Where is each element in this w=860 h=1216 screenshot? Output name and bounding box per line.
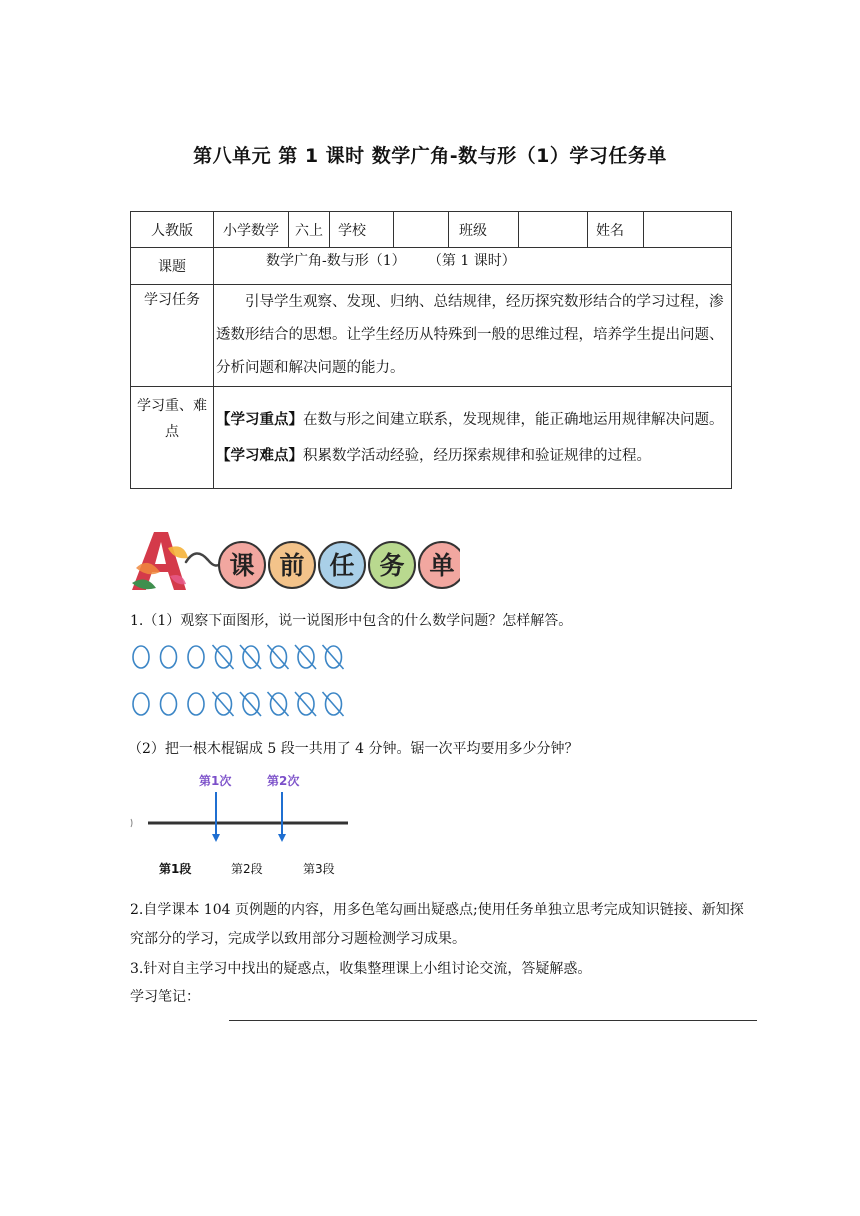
key-point-text: 在数与形之间建立联系，发现规律，能正确地运用规律解决问题。 <box>303 411 724 428</box>
banner-letter-a-icon <box>132 532 188 590</box>
oval <box>188 646 204 668</box>
cell-name-value[interactable] <box>644 212 732 248</box>
difficulty-tag: 【学习难点】 <box>216 446 303 464</box>
cell-class-label: 班级 <box>449 212 519 248</box>
segment-label-1: 第1段 <box>159 862 192 876</box>
difficulty <box>216 438 729 474</box>
cell-subject: 小学数学 <box>214 212 289 248</box>
stick-diagram <box>128 790 358 850</box>
arrow-head-2-icon <box>278 834 286 842</box>
oval <box>161 646 177 668</box>
table-row <box>131 248 732 285</box>
key-point-tag: 【学习重点】 <box>216 410 303 428</box>
banner-char: 任 <box>329 551 355 580</box>
banner-char: 课 <box>229 551 255 580</box>
info-table <box>130 211 732 489</box>
ovals-figure <box>128 642 368 722</box>
question-3: 3.针对自主学习中找出的疑惑点，收集整理课上小组讨论交流，答疑解惑。 <box>130 961 592 977</box>
segment-label-3: 第3段 <box>303 862 335 876</box>
table-row <box>131 212 732 248</box>
banner-chars <box>219 542 460 588</box>
question-2: 2.自学课本 104 页例题的内容，用多色笔勾画出疑惑点;使用任务单独立思考完成知识链接、新知探究部分的学习，完成学以致用部分习题检测学习成果。 <box>130 902 744 947</box>
segment-label-2: 第2段 <box>231 862 263 876</box>
oval-row-2 <box>133 692 344 716</box>
topic-value: 数学广角-数与形（1） （第 1 课时） <box>214 248 732 285</box>
key-point <box>216 402 729 438</box>
oval <box>133 646 149 668</box>
question-1-part-2: （2）把一根木棍锯成 5 段一共用了 4 分钟。锯一次平均要用多少分钟？ <box>128 741 579 757</box>
focus-label: 学习重、难点 <box>131 387 214 489</box>
question-1: 1.（1）观察下面图形，说一说图形中包含的什么数学问题？怎样解答。 <box>130 613 573 629</box>
task-text: 引导学生观察、发现、归纳、总结规律，经历探究数形结合的学习过程，渗透数形结合的思想。让学生经历从特殊到一般的思维过程，培养学生提出问题、分析问题和解决问题的能力。 <box>214 285 732 387</box>
banner-connector <box>186 553 222 565</box>
cell-school-label: 学校 <box>330 212 394 248</box>
stick-end <box>131 819 132 827</box>
difficulty-text: 积累数学活动经验，经历探索规律和验证规律的过程。 <box>303 447 651 464</box>
cell-name-label: 姓名 <box>588 212 644 248</box>
pre-class-banner <box>130 528 460 598</box>
arrow-head-1-icon <box>212 834 220 842</box>
banner-char: 务 <box>379 551 405 580</box>
oval <box>133 693 149 715</box>
cell-edition: 人教版 <box>131 212 214 248</box>
cut-label-2: 第2次 <box>267 774 300 788</box>
cut-label-1: 第1次 <box>199 774 232 788</box>
cell-class-value[interactable] <box>519 212 588 248</box>
oval-row-1 <box>133 645 344 669</box>
notes-label: 学习笔记： <box>130 989 200 1005</box>
banner-char: 前 <box>279 551 305 580</box>
table-row <box>131 387 732 489</box>
notes-line[interactable] <box>229 1020 757 1021</box>
cell-grade: 六上 <box>289 212 330 248</box>
task-label: 学习任务 <box>131 285 214 387</box>
oval <box>188 693 204 715</box>
banner-char: 单 <box>429 551 455 580</box>
topic-label: 课题 <box>131 248 214 285</box>
oval <box>161 693 177 715</box>
focus-text <box>214 387 732 489</box>
table-row <box>131 285 732 387</box>
cell-school-value[interactable] <box>394 212 449 248</box>
page-title: 第八单元 第 1 课时 数学广角-数与形（1）学习任务单 <box>193 145 667 167</box>
